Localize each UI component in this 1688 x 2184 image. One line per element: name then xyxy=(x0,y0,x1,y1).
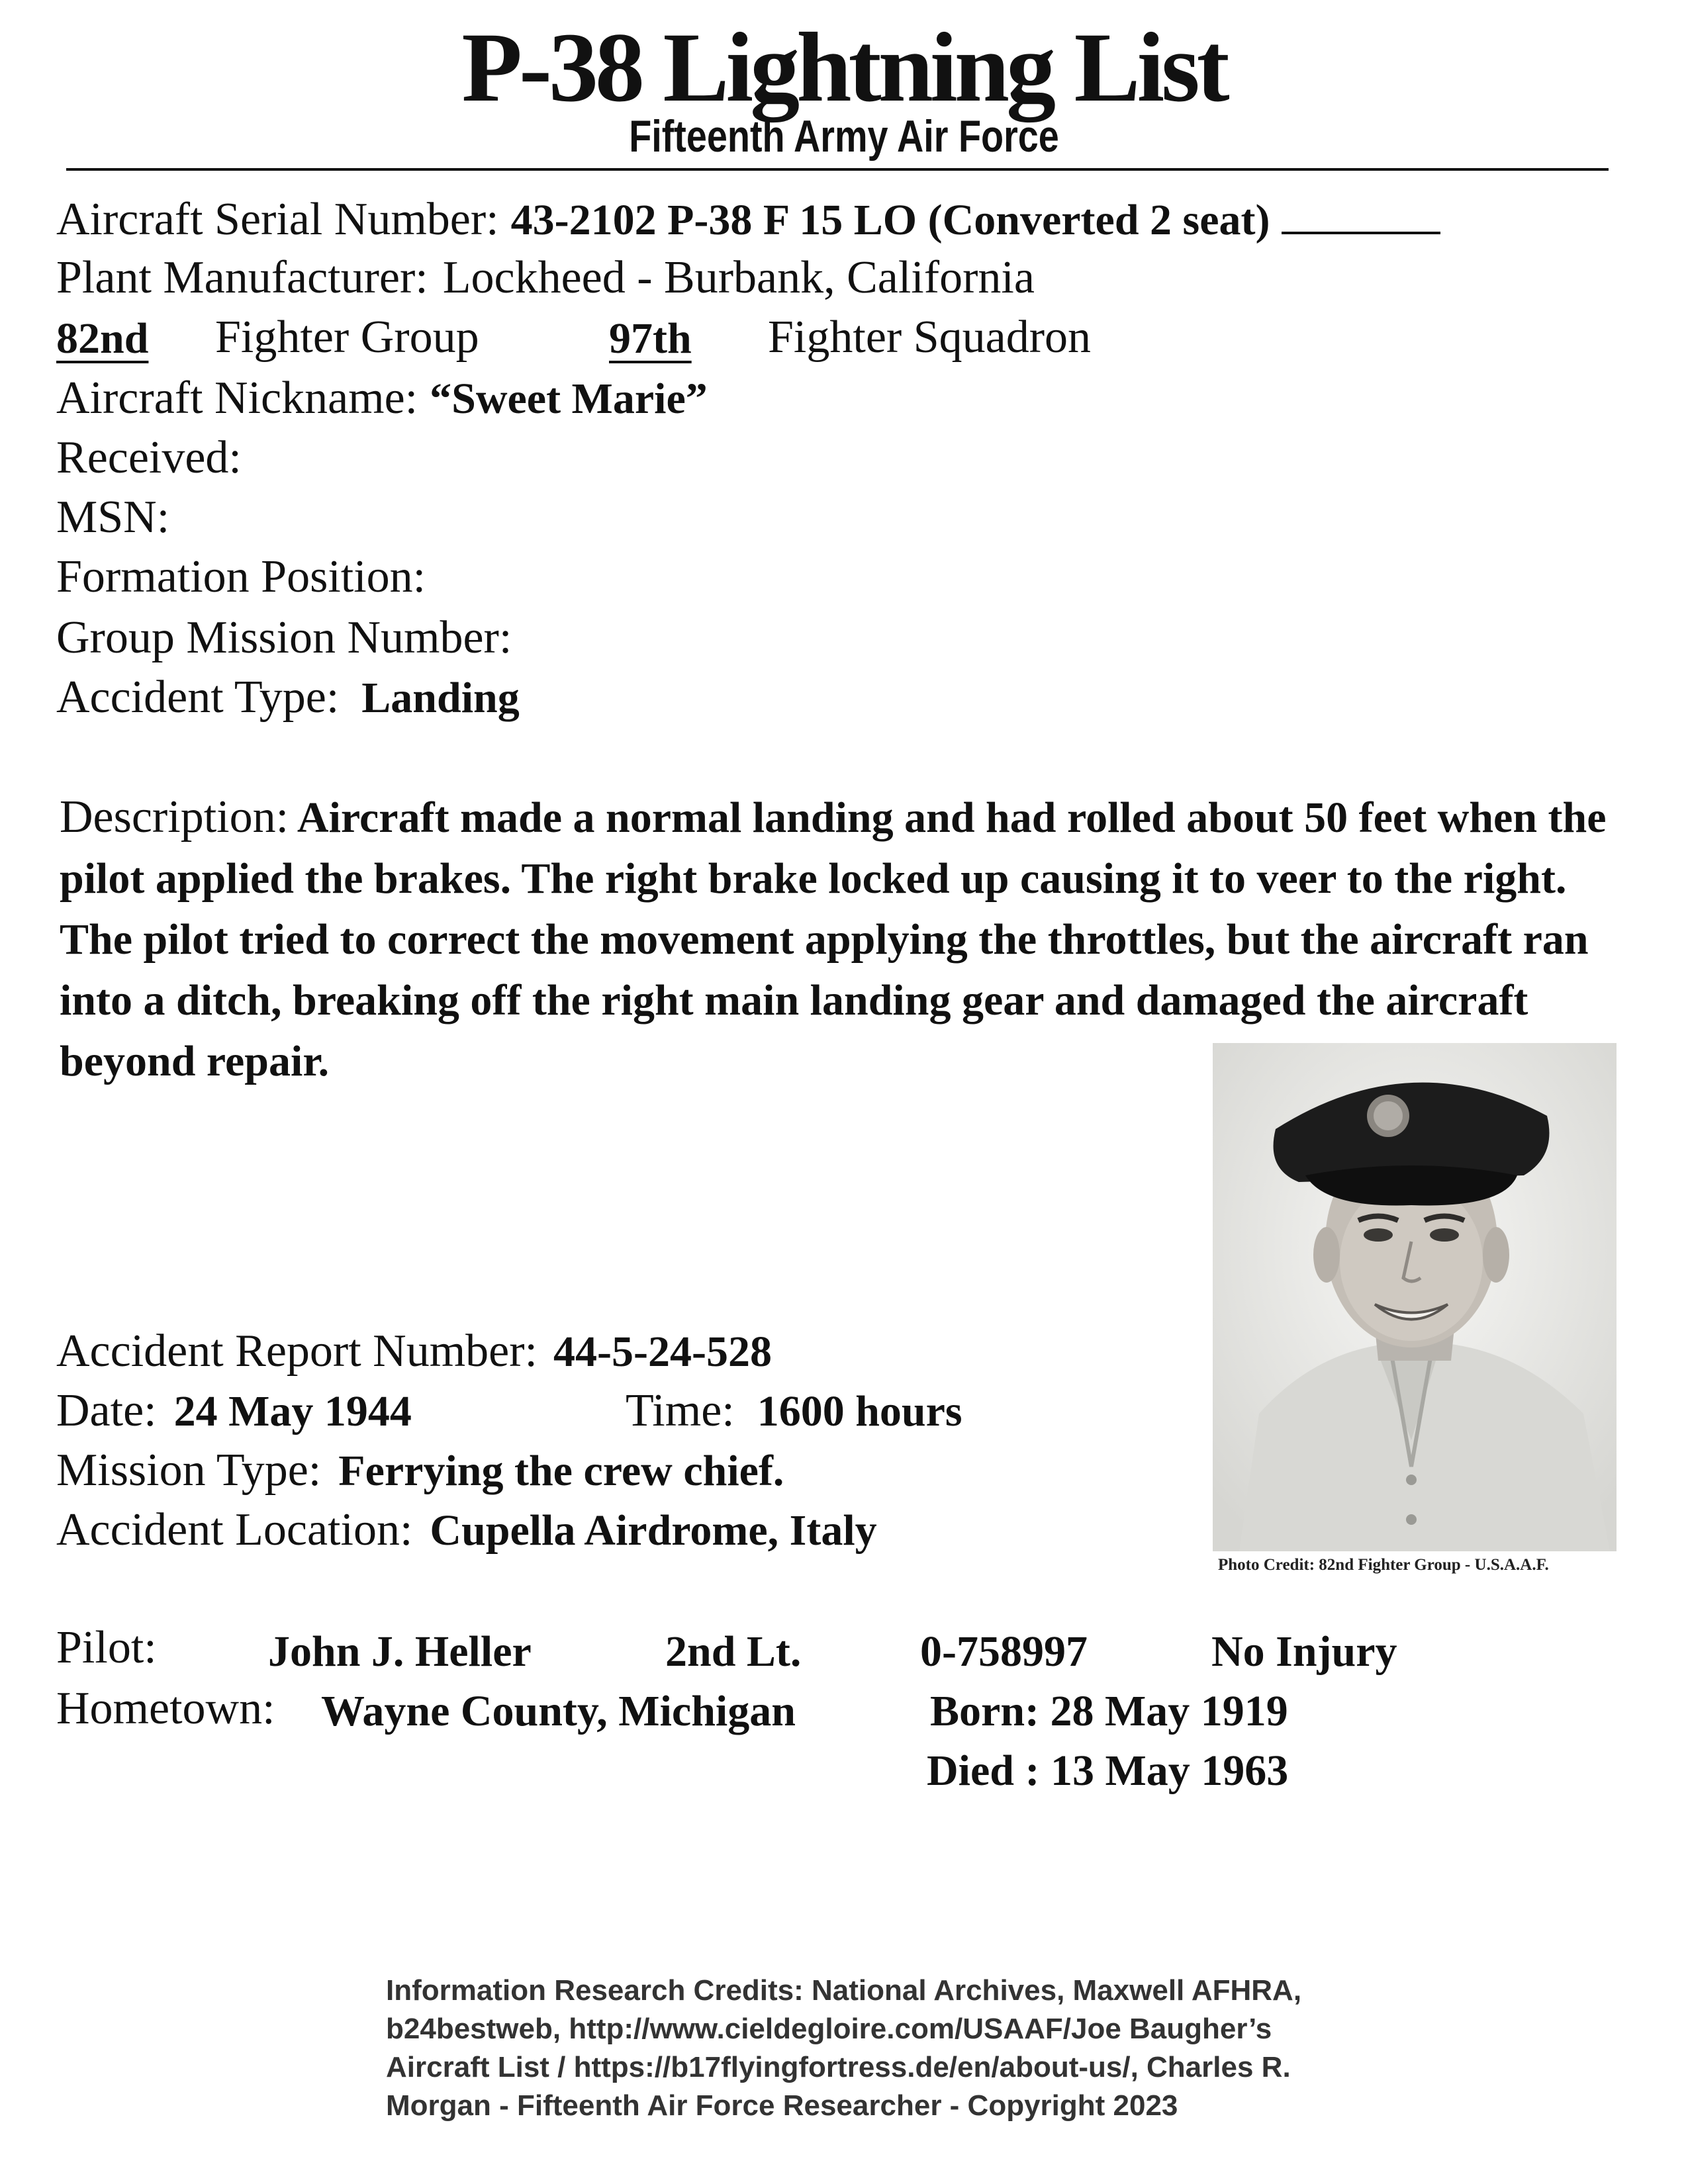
hometown-label: Hometown: xyxy=(56,1683,275,1734)
report-number-row xyxy=(56,1325,772,1379)
nickname-value: “Sweet Marie” xyxy=(430,375,708,423)
pilot-label: Pilot: xyxy=(56,1622,157,1673)
fighter-group-value: 82nd xyxy=(56,314,149,363)
serial-value: 43-2102 P-38 F 15 LO (Converted 2 seat) xyxy=(510,196,1270,244)
time-value: 1600 hours xyxy=(757,1387,962,1435)
fighter-squadron-value: 97th xyxy=(609,314,692,363)
header-divider xyxy=(66,168,1609,171)
description-label: Description: xyxy=(60,792,289,842)
received-label: Received: xyxy=(56,432,242,483)
serial-blank-line xyxy=(1282,193,1440,234)
footer-credits-line-1: Information Research Credits: National Archives, Maxwell AFHRA, xyxy=(386,1974,1302,2007)
nickname-row xyxy=(56,372,708,426)
location-label: Accident Location: xyxy=(56,1504,413,1555)
report-number-value: 44-5-24-528 xyxy=(553,1328,772,1376)
mission-type-value: Ferrying the crew chief. xyxy=(338,1447,784,1495)
pilot-serial: 0-758997 xyxy=(920,1627,1088,1676)
pilot-photo xyxy=(1213,1043,1617,1551)
fighter-squadron-label: Fighter Squadron xyxy=(768,312,1092,363)
msn-label: MSN: xyxy=(56,492,170,543)
pilot-name: John J. Heller xyxy=(268,1627,532,1676)
manufacturer-row xyxy=(56,251,1035,304)
serial-label: Aircraft Serial Number: xyxy=(56,194,499,245)
photo-credit: Photo Credit: 82nd Fighter Group - U.S.A.A.F. xyxy=(1218,1556,1549,1574)
footer-credits-line-3: Aircraft List / https://b17flyingfortress.de/en/about-us/, Charles R. xyxy=(386,2051,1291,2083)
formation-position-label: Formation Position: xyxy=(56,551,426,602)
location-value: Cupella Airdrome, Italy xyxy=(430,1506,877,1555)
time-row xyxy=(626,1385,962,1438)
manufacturer-value: Lockheed - Burbank, California xyxy=(442,252,1035,303)
mission-type-row xyxy=(56,1444,784,1498)
page-subtitle: Fifteenth Army Air Force xyxy=(629,111,1059,161)
report-number-label: Accident Report Number: xyxy=(56,1326,538,1377)
manufacturer-label: Plant Manufacturer: xyxy=(56,252,428,303)
location-row xyxy=(56,1504,877,1557)
description-text: Aircraft made a normal landing and had rolled about 50 feet when the pilot applied the brakes. The right brake locked up causing it to veer to the right. The pilot tried to correct the movement applying the throttles, but the aircraft ran into a ditch, breaking off the right main landing gear and damaged the aircraft beyond repair. xyxy=(60,794,1607,1085)
pilot-died: Died : 13 May 1963 xyxy=(927,1747,1289,1795)
group-mission-number-label: Group Mission Number: xyxy=(56,612,512,663)
page-title: P-38 Lightning List xyxy=(461,13,1227,122)
mission-type-label: Mission Type: xyxy=(56,1445,322,1496)
footer-credits-line-2: b24bestweb, http://www.cieldegloire.com/USAAF/Joe Baugher’s xyxy=(386,2013,1272,2045)
date-row xyxy=(56,1385,412,1438)
date-label: Date: xyxy=(56,1385,157,1436)
footer-credits-line-4: Morgan - Fifteenth Air Force Researcher - Copyright 2023 xyxy=(386,2089,1178,2122)
date-value: 24 May 1944 xyxy=(173,1387,412,1435)
fighter-group-label: Fighter Group xyxy=(215,312,479,363)
hometown-value: Wayne County, Michigan xyxy=(321,1687,796,1735)
pilot-status: No Injury xyxy=(1211,1627,1397,1676)
pilot-born: Born: 28 May 1919 xyxy=(930,1687,1288,1735)
pilot-rank: 2nd Lt. xyxy=(665,1627,802,1676)
accident-type-value: Landing xyxy=(361,674,520,722)
accident-type-label: Accident Type: xyxy=(56,672,340,723)
nickname-label: Aircraft Nickname: xyxy=(56,373,418,424)
accident-type-row xyxy=(56,671,520,725)
serial-row xyxy=(56,193,1440,247)
time-label: Time: xyxy=(626,1385,735,1436)
pilot-portrait-image xyxy=(1213,1043,1617,1551)
